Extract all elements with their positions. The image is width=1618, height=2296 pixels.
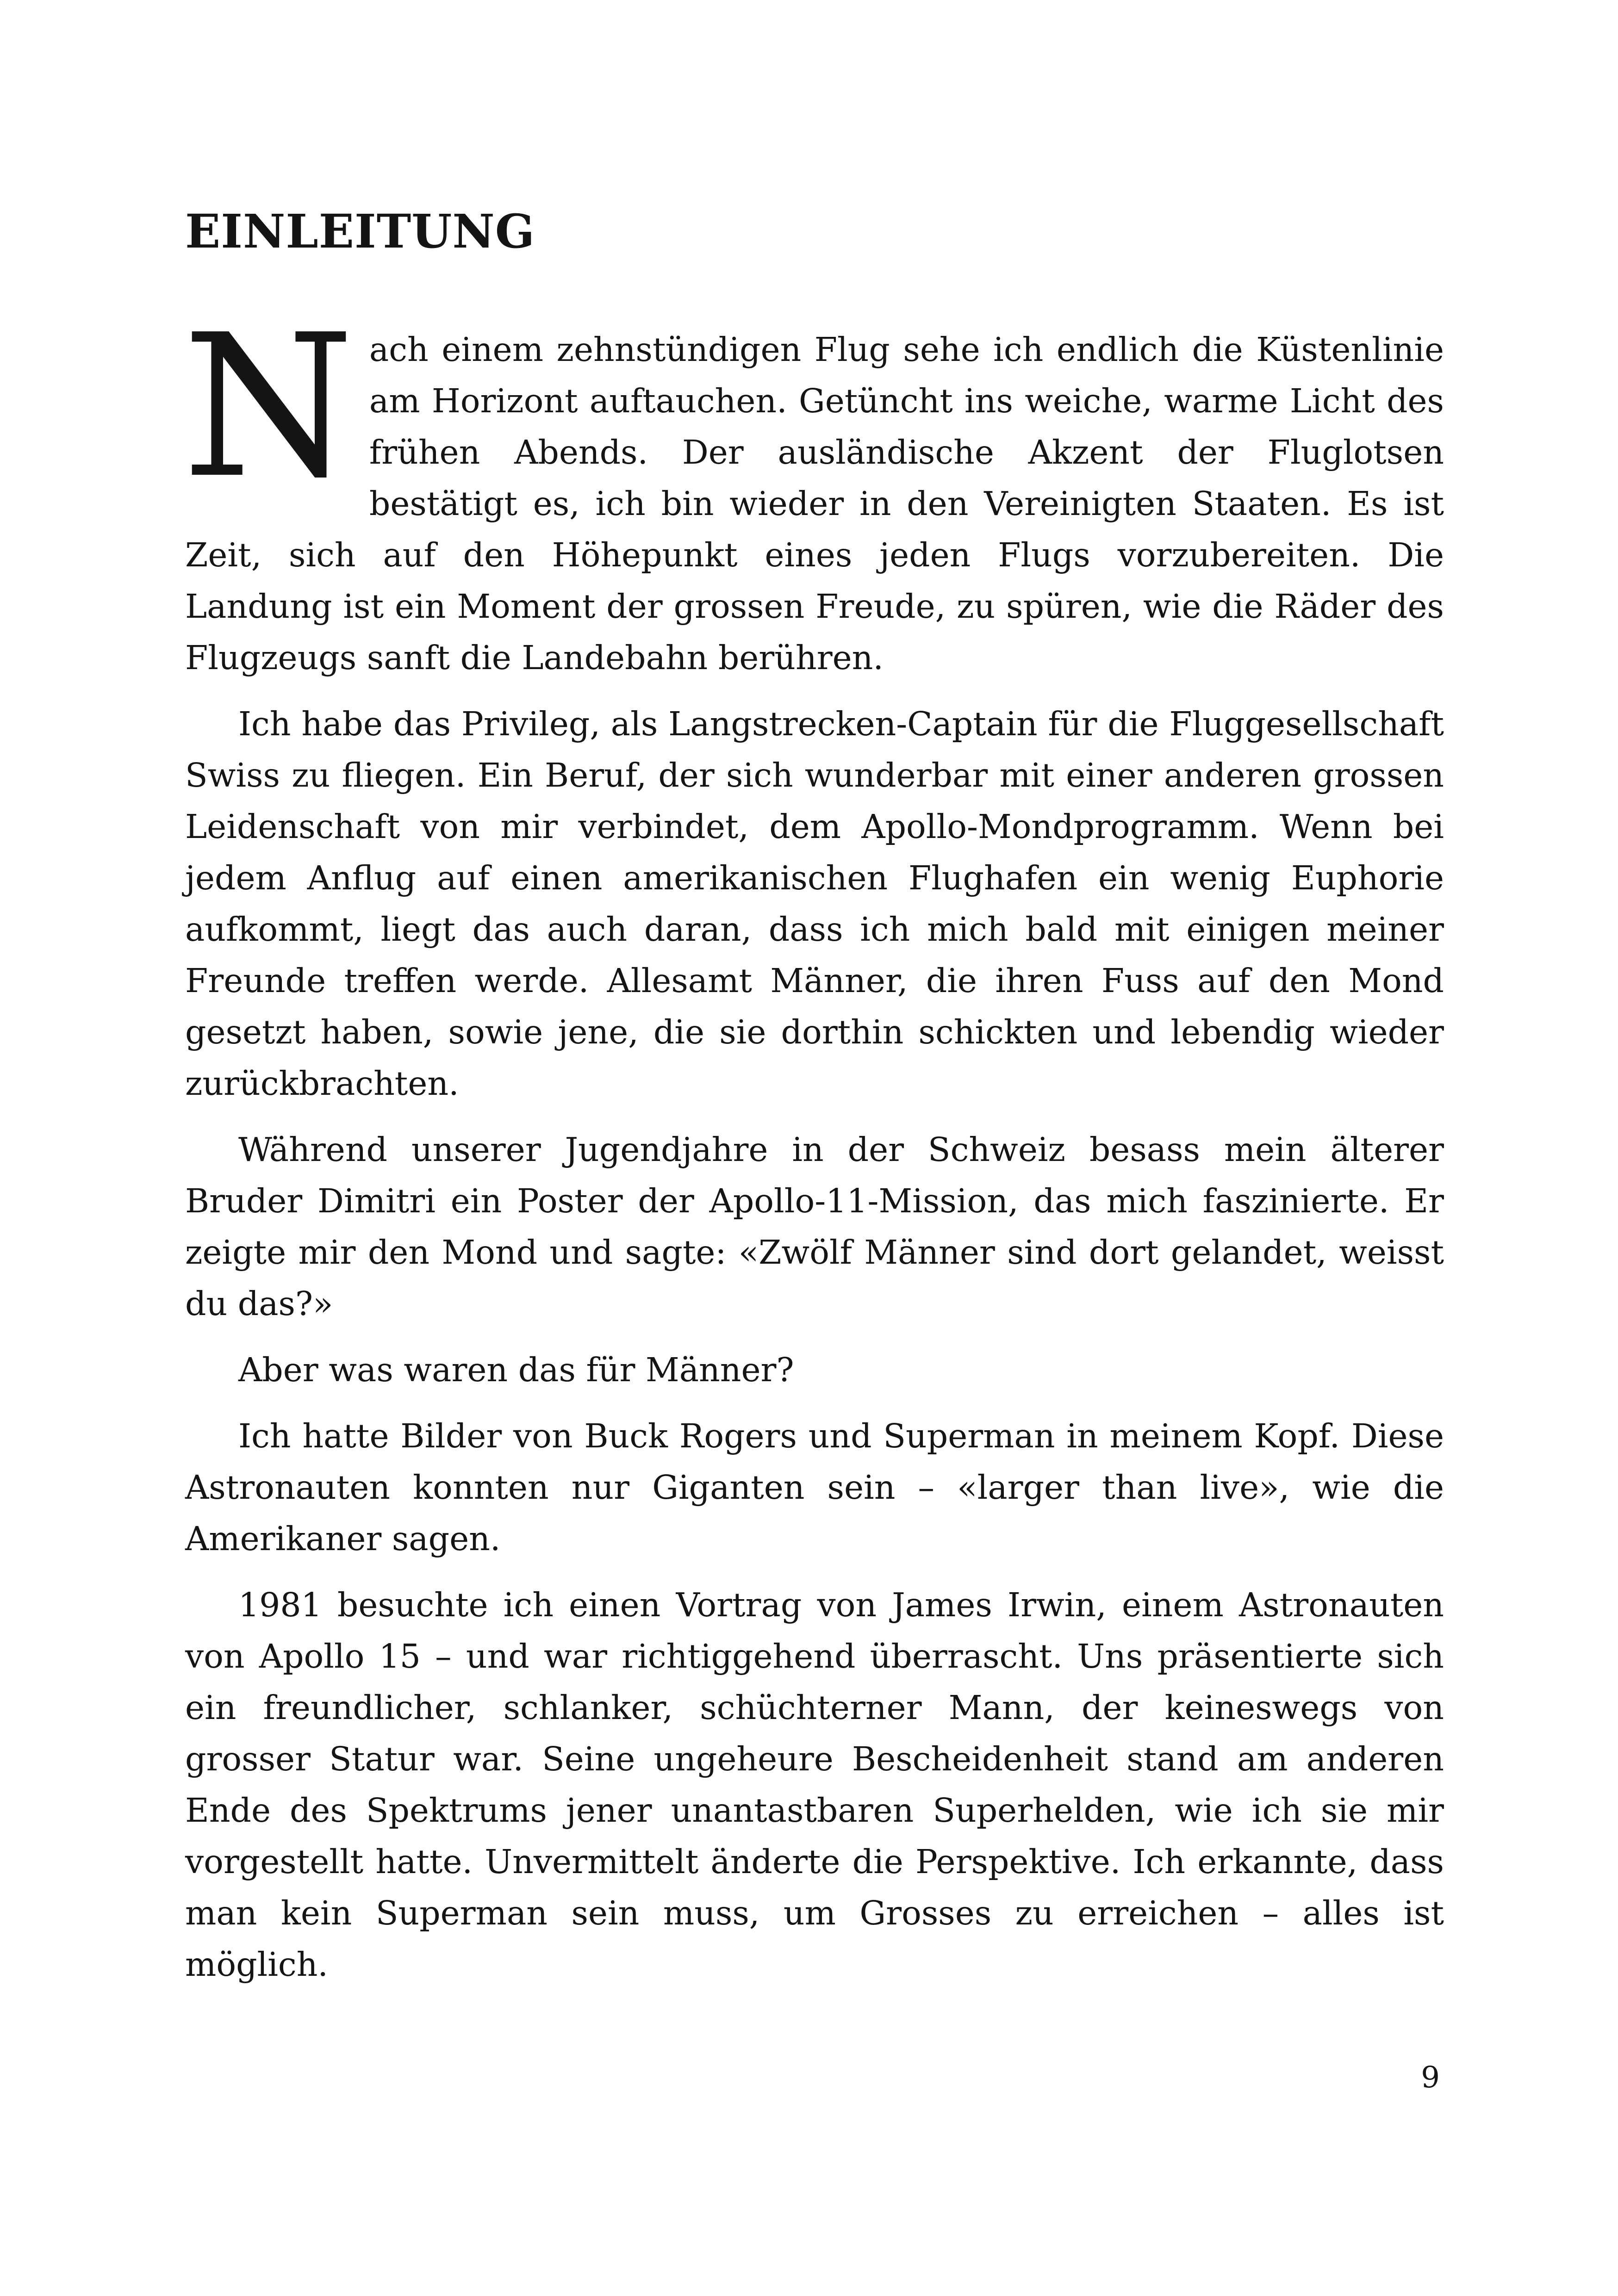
paragraph-3: Während unserer Jugendjahre in der Schweiz besass mein älterer Bruder Dimitri ein Poster der Apollo-11-Mission, das mich faszinierte. Er zeigte mir den Mond und sagte: «Zwölf Männer sind dort gelandet, weisst du das?» [185,1130,1444,1323]
paragraph-1 [182,293,1444,683]
chapter-title: EINLEITUNG [185,204,535,259]
drop-cap: N [182,293,355,521]
page-number: 9 [1421,2060,1440,2095]
paragraph-5: Ich hatte Bilder von Buck Rogers und Superman in meinem Kopf. Diese Astronauten konnten nur Giganten sein – «larger than live», wie die Amerikaner sagen. [185,1417,1444,1558]
body-text [182,293,1444,2005]
paragraph-1-text: ach einem zehnstündigen Flug sehe ich endlich die Küstenlinie am Horizont auftauchen. Getüncht ins weiche, warme Licht des frühen Abends. Der ausländische Akzent der Fluglotsen bestätigt es, ich bin wieder in den Vereinigten Staaten. Es ist Zeit, sich auf den Höhepunkt eines jeden Flugs vorzubereiten. Die Landung ist ein Moment der grossen Freude, zu spüren, wie die Räder des Flugzeugs sanft die Landebahn berühren. [185,330,1444,677]
paragraph-6: 1981 besuchte ich einen Vortrag von James Irwin, einem Astronauten von Apollo 15 – und war richtiggehend überrascht. Uns präsentierte sich ein freundlicher, schlanker, schüchterner Mann, der keineswegs von grosser Statur war. Seine ungeheure Bescheidenheit stand am anderen Ende des Spektrums jener unantastbaren Superhelden, wie ich sie mir vorgestellt hatte. Unvermittelt änderte die Perspektive. Ich erkannte, dass man kein Superman sein muss, um Grosses zu erreichen – alles ist möglich. [185,1586,1444,1984]
paragraph-4: Aber was waren das für Männer? [238,1351,794,1389]
paragraph-2: Ich habe das Privileg, als Langstrecken-Captain für die Fluggesellschaft Swiss zu fliegen. Ein Beruf, der sich wunderbar mit einer anderen grossen Leidenschaft von mir verbindet, dem Apollo-Mondprogramm. Wenn bei jedem Anflug auf einen amerikanischen Flughafen ein wenig Euphorie aufkommt, liegt das auch daran, dass ich mich bald mit einigen meiner Freunde treffen werde. Allesamt Männer, die ihren Fuss auf den Mond gesetzt haben, sowie jene, die sie dorthin schickten und lebendig wieder zurückbrachten. [185,705,1444,1103]
